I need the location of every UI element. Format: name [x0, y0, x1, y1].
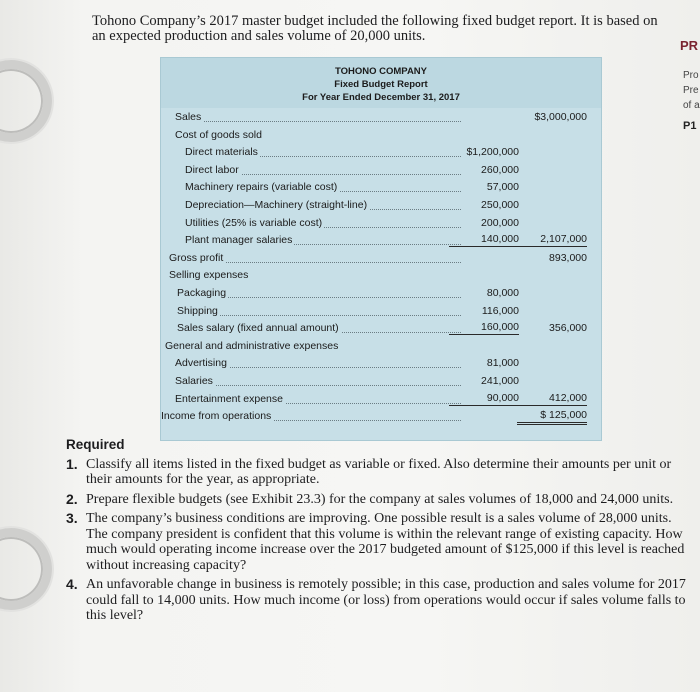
leader-dots	[185, 106, 461, 122]
report-row-total: $3,000,000	[534, 111, 587, 123]
required-item-text: Prepare flexible budgets (see Exhibit 23.3) for the company at sales volumes of 18,000 and 24,000 units.	[86, 491, 674, 507]
report-row-amount: 241,000	[481, 375, 519, 387]
required-item-number: 1.	[66, 455, 78, 472]
report-row	[161, 110, 601, 125]
report-row-label: Direct materials	[185, 146, 258, 159]
side-heading: PR	[680, 38, 699, 53]
report-row-label: Machinery repairs (variable cost)	[185, 181, 338, 194]
report-row-label: Depreciation—Machinery (straight-line)	[185, 199, 368, 211]
leader-dots	[187, 282, 461, 298]
report-row-total: $ 125,000	[517, 409, 587, 425]
report-row	[161, 409, 601, 424]
side-line: of a	[683, 100, 700, 111]
report-row-label: Gross profit	[169, 251, 224, 264]
report-row-amount: 90,000	[449, 392, 519, 406]
fixed-budget-report	[160, 57, 602, 441]
required-item	[66, 511, 686, 573]
required-item-number: 3.	[66, 510, 78, 526]
report-row-label: Packaging	[177, 287, 227, 299]
report-row-total: 412,000	[517, 392, 587, 406]
report-row-label: Utilities (25% is variable cost)	[185, 216, 323, 229]
report-row	[161, 251, 601, 266]
report-row-label: General and administrative expenses	[165, 339, 339, 352]
required-title: Required	[66, 437, 125, 452]
binder-ring-bottom	[0, 528, 52, 610]
leader-dots	[185, 370, 461, 386]
report-row-label: Shipping	[177, 304, 218, 317]
report-row-amount: 80,000	[486, 287, 519, 299]
report-name: Fixed Budget Report	[334, 79, 428, 90]
report-row-total: 893,000	[549, 251, 587, 264]
report-row-label: Advertising	[175, 357, 227, 370]
report-company: TOHONO COMPANY	[334, 66, 427, 77]
report-row-amount: 160,000	[449, 321, 519, 335]
required-section	[66, 437, 686, 628]
side-line: Pre	[683, 85, 699, 96]
report-row-amount: 140,000	[449, 233, 519, 247]
report-row-label: Salaries	[175, 375, 213, 387]
report-period: For Year Ended December 31, 2017	[302, 92, 460, 103]
report-row-amount: 260,000	[481, 163, 519, 176]
side-line: Pro	[683, 70, 699, 81]
report-row-total: 356,000	[549, 322, 587, 335]
report-row-label: Direct labor	[185, 163, 239, 176]
required-item	[66, 457, 686, 488]
report-row-amount: 200,000	[481, 216, 519, 229]
report-row-amount: $1,200,000	[466, 146, 519, 159]
report-row-amount: 57,000	[486, 181, 519, 194]
report-row-label: Sales	[175, 111, 202, 123]
side-column	[683, 68, 700, 134]
report-row-amount: 81,000	[486, 357, 519, 370]
report-row-label: Selling expenses	[169, 269, 249, 282]
report-row	[161, 321, 601, 336]
required-item-text: Classify all items listed in the fixed budget as variable or fixed. Also determine their amounts per unit or their amounts for the year, as appropriate.	[86, 456, 672, 487]
required-list	[66, 457, 686, 624]
required-item-number: 2.	[66, 490, 78, 507]
report-row-label: Sales salary (fixed annual amount)	[177, 322, 339, 335]
side-code: P1	[683, 120, 697, 132]
required-item	[66, 492, 686, 508]
required-item-number: 4.	[66, 576, 78, 592]
report-row-label: Cost of goods sold	[175, 128, 262, 141]
required-item-text: The company’s business conditions are improving. One possible result is a sales volume of 28,000 units. The company president is confident that this volume is within the relevant range of existing capacity. How much would operating income increase over the 2017 budgeted amount of $125,000 if this level is reached without increasing capacity?	[86, 511, 685, 573]
report-row-label: Plant manager salaries	[185, 234, 293, 247]
binder-ring-top	[0, 60, 52, 142]
leader-dots	[187, 300, 461, 316]
required-item-text: An unfavorable change in business is remotely possible; in this case, production and sales volume for 2017 could fall to 14,000 units. How much income (or loss) from operations would occur if sales volume falls to this level?	[86, 577, 686, 623]
report-row-label: Income from operations	[161, 410, 272, 423]
intro-paragraph: Tohono Company’s 2017 master budget included the following fixed budget report. It is based on an expected production and sales volume of 20,000 units.	[92, 13, 658, 44]
required-item	[66, 577, 686, 624]
report-row-total: 2,107,000	[517, 233, 587, 247]
report-row-amount: 116,000	[481, 304, 519, 317]
report-row-label: Entertainment expense	[175, 392, 283, 405]
report-row-amount: 250,000	[481, 199, 519, 211]
